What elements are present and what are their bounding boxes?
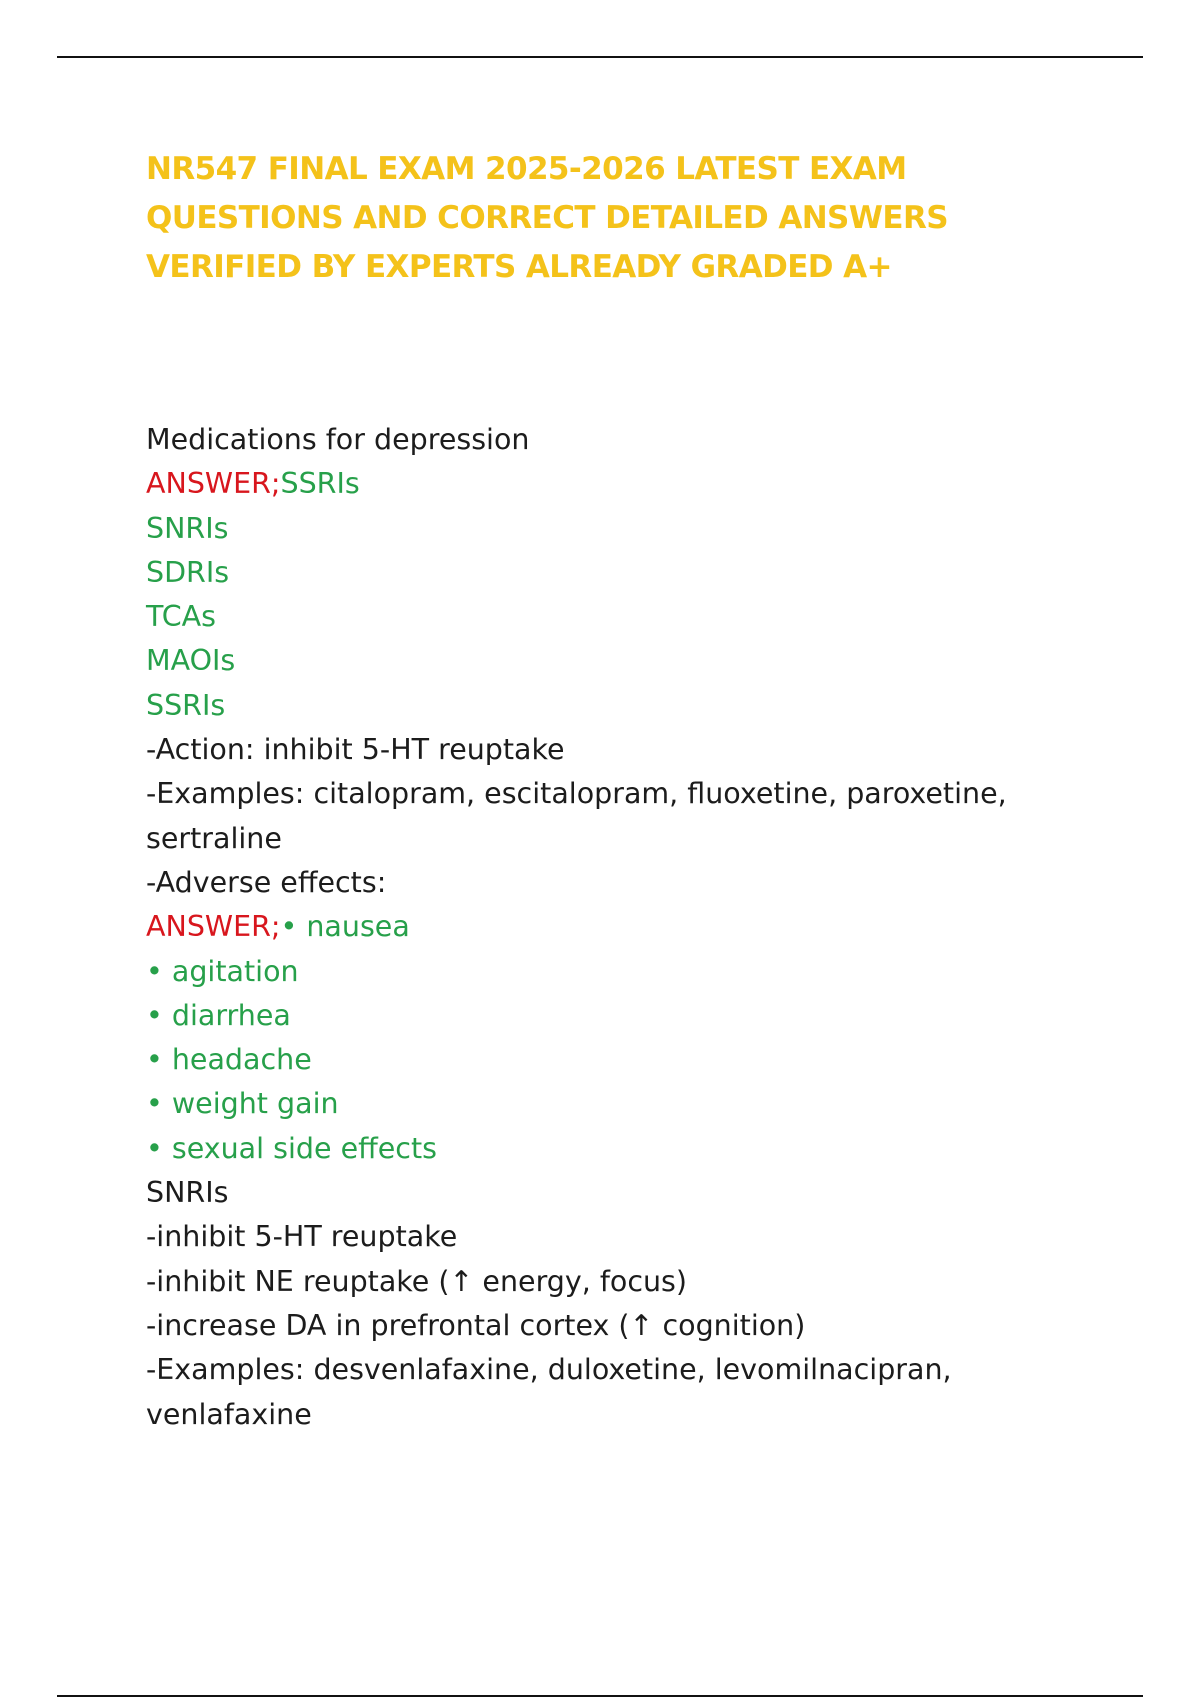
title-line: QUESTIONS AND CORRECT DETAILED ANSWERS — [146, 200, 948, 236]
title-line: NR547 FINAL EXAM 2025-2026 LATEST EXAM — [146, 151, 907, 187]
answer-text: TCAs — [146, 600, 216, 634]
note-line: sertraline — [146, 821, 282, 855]
note-line: -inhibit NE reuptake (↑ energy, focus) — [146, 1264, 688, 1298]
answer-line — [146, 462, 1096, 506]
document-body — [146, 418, 1096, 1437]
answer-text: SDRIs — [146, 555, 230, 589]
title-line: VERIFIED BY EXPERTS ALREADY GRADED A+ — [146, 249, 892, 285]
note-line: -Examples: citalopram, escitalopram, fluoxetine, paroxetine, — [146, 777, 1007, 811]
answer-text: • diarrhea — [146, 998, 291, 1032]
page-content — [146, 145, 1096, 1437]
answer-label: ANSWER; — [146, 467, 281, 501]
note-line: -Action: inhibit 5-HT reuptake — [146, 733, 565, 767]
note-line: -increase DA in prefrontal cortex (↑ cognition) — [146, 1308, 806, 1342]
note-line: -Examples: desvenlafaxine, duloxetine, levomilnacipran, — [146, 1353, 952, 1387]
note-line: SNRIs — [146, 1176, 229, 1210]
answer-text: SSRIs — [146, 688, 226, 722]
top-rule — [57, 56, 1143, 58]
answer-text: SSRIs — [280, 467, 360, 501]
bottom-rule — [57, 1695, 1143, 1697]
answer-text: • weight gain — [146, 1087, 339, 1121]
answer-text: • sexual side effects — [146, 1131, 437, 1165]
answer-text: SNRIs — [146, 511, 229, 545]
answer-text: • agitation — [146, 954, 299, 988]
answer-text: • nausea — [280, 910, 410, 944]
note-line: venlafaxine — [146, 1397, 312, 1431]
answer-line — [146, 905, 1096, 949]
note-line: -inhibit 5-HT reuptake — [146, 1220, 458, 1254]
answer-label: ANSWER; — [146, 910, 281, 944]
question-text: Medications for depression — [146, 423, 530, 456]
answer-text: MAOIs — [146, 644, 236, 678]
answer-text: • headache — [146, 1043, 312, 1077]
note-line: -Adverse effects: — [146, 865, 387, 899]
document-title — [146, 145, 1096, 292]
